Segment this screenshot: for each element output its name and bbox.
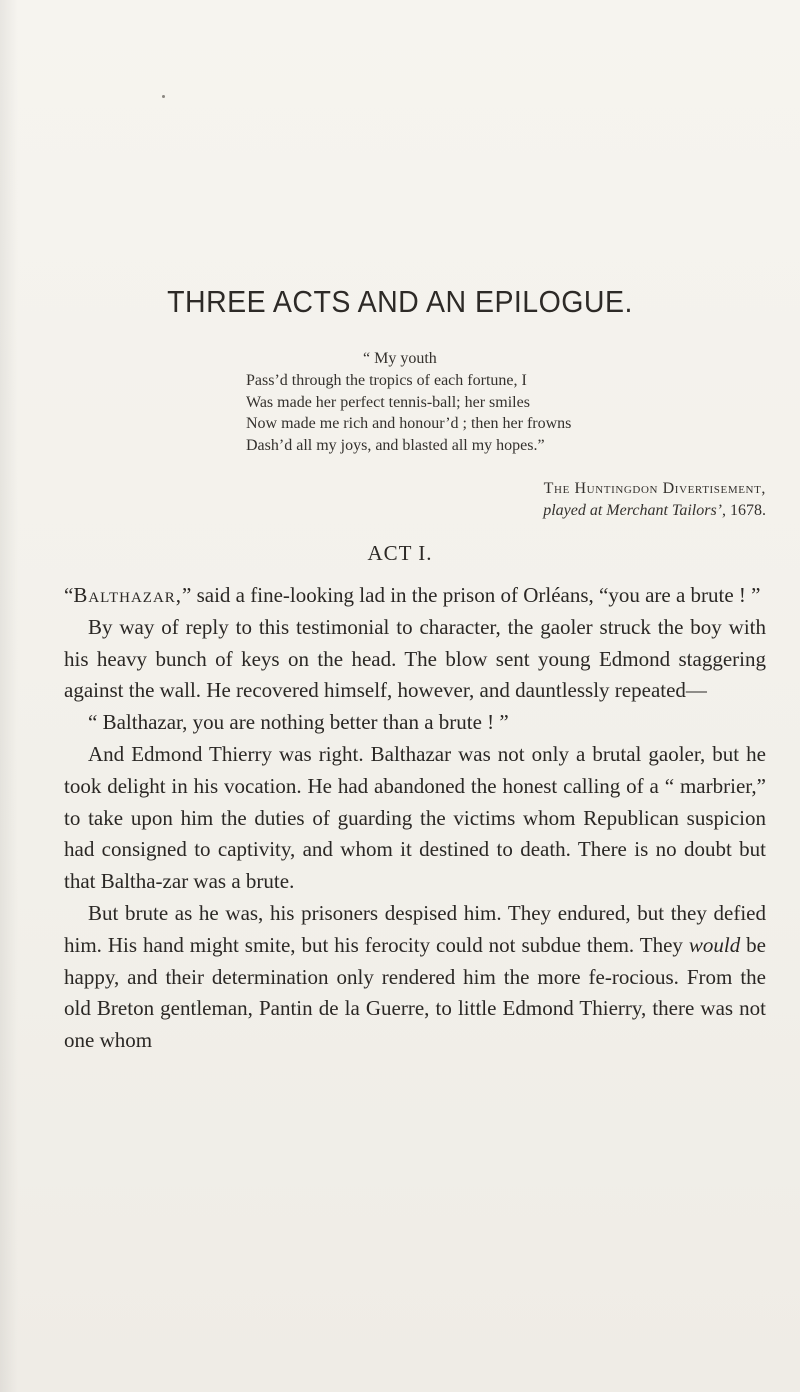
paragraph [64,898,766,1057]
epigraph-attribution [0,478,766,522]
running-head: THREE ACTS AND AN EPILOGUE. [167,284,633,319]
act-heading: ACT I. [367,541,433,565]
paper-speck [162,95,165,98]
epigraph [246,348,766,457]
paragraph: “ Balthazar, you are nothing better than a brute ! ” [88,710,509,735]
epigraph-line: Pass’d through the tropics of each fortune, I [246,371,527,389]
epigraph-source: The Huntingdon Divertisement, [543,480,766,497]
epigraph-venue-year: , 1678. [722,501,766,519]
paragraph [64,580,766,612]
paragraph-text: But brute as he was, his prisoners despised him. They endured, but they defied him. His hand might smite, but his ferocity could not subdue them. They [64,900,766,957]
paragraph: And Edmond Thierry was right. Balthazar was not only a brutal gaoler, but he took delight in his vocation. He had abandoned the honest calling of a “ marbrier,” to take upon him the duties of guarding the victims whom Republican suspicion had consigned to captivity, and whom it destined to death. There is no doubt but that Baltha-zar was a brute. [64,741,766,894]
epigraph-line: Dash’d all my joys, and blasted all my hopes.” [246,437,545,455]
epigraph-line: Was made her perfect tennis-ball; her smiles [246,393,530,411]
character-name: Balthazar, [73,583,183,607]
epigraph-venue [0,500,766,522]
epigraph-line: “ My youth [363,350,437,367]
paragraph-text: be happy, and their determination only rendered him the more fe-rocious. From the old Breton gentleman, Pantin de la Guerre, to little Edmond Thierry, there was not one whom [64,932,766,1053]
paragraph-text: ” said a fine-looking lad in the prison of Orléans, “you are a brute ! ” [182,583,761,607]
paragraph: By way of reply to this testimonial to character, the gaoler struck the boy with his heavy bunch of keys on the head. The blow sent young Edmond staggering against the wall. He recovered himself, however, and dauntlessly repeated— [64,614,766,703]
body-text [64,580,766,1057]
epigraph-line: Now made me rich and honour’d ; then her frowns [246,415,572,433]
emphasis: would [688,932,741,957]
paragraph-open-quote: “ [64,583,74,607]
spine-shadow [0,0,18,1392]
epigraph-venue-italic: played at Merchant Tailors’ [543,501,722,519]
